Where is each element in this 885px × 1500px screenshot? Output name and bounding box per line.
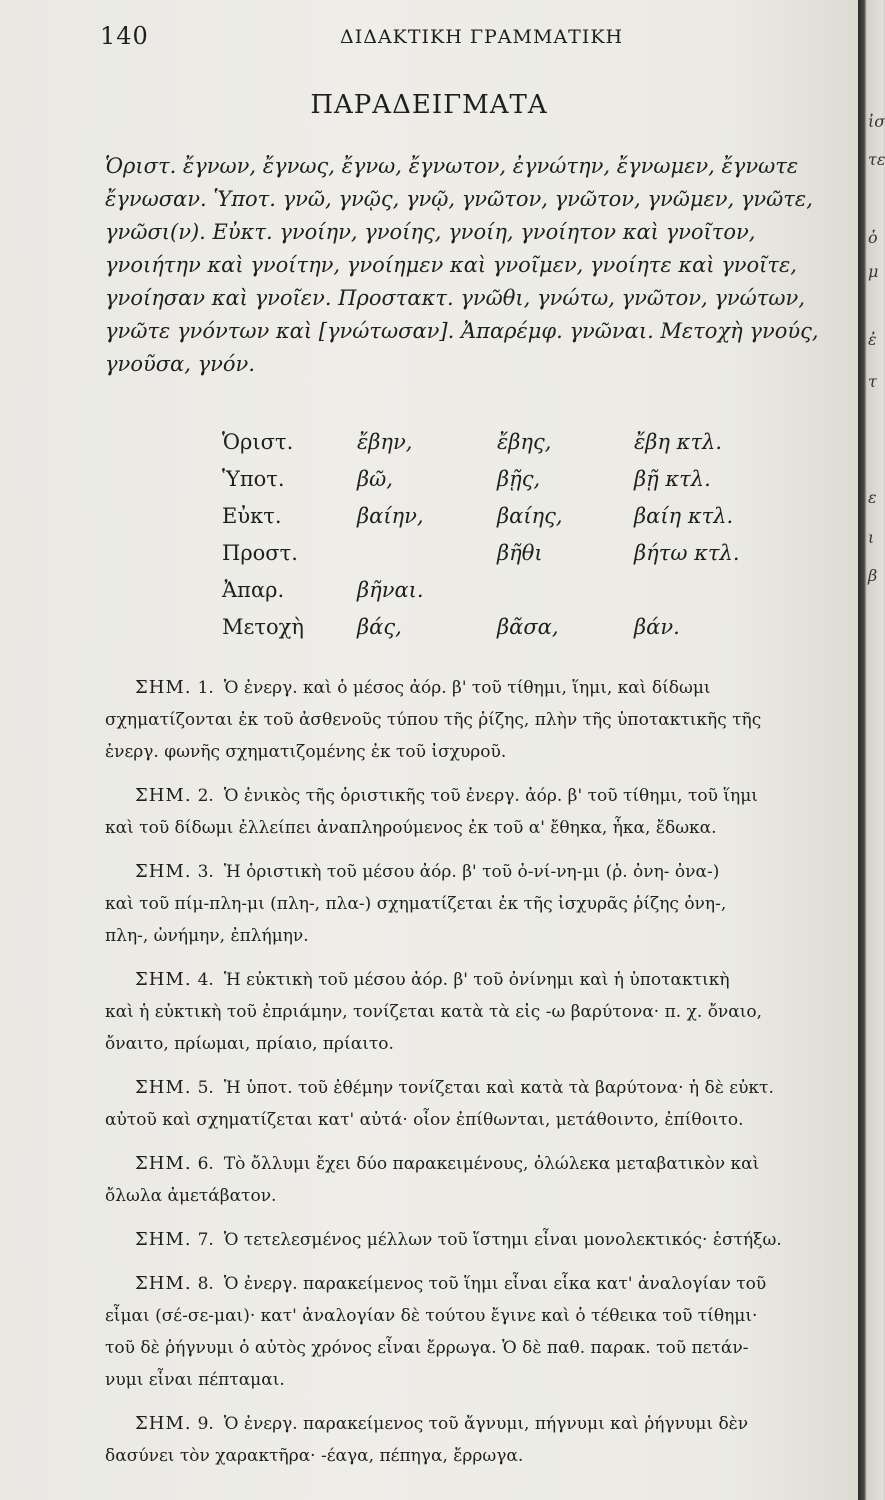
form-cell: βῶ, <box>357 467 393 491</box>
note-label: ΣΗΜ. <box>135 861 192 882</box>
note-label: ΣΗΜ. <box>135 1273 192 1294</box>
note-line: τοῦ δὲ ῥήγνυμι ὁ αὐτὸς χρόνος εἶναι ἔρρωγα. Ὁ δὲ παθ. παρακ. τοῦ πετάν- <box>105 1338 749 1358</box>
edge-letter: ὁ <box>868 228 878 247</box>
note-number: 8. <box>197 1274 214 1294</box>
mood-label: Εὐκτ. <box>222 504 282 528</box>
note-number: 5. <box>197 1078 214 1098</box>
note-label: ΣΗΜ. <box>135 785 192 806</box>
paragraph-line: γνοῦσα, γνόν. <box>105 352 255 376</box>
table-row <box>222 578 822 615</box>
note-number: 4. <box>197 970 214 990</box>
note-line: ὄλωλα ἀμετάβατον. <box>105 1186 277 1206</box>
form-cell: ἔβη κτλ. <box>634 430 723 454</box>
note-line: καὶ τοῦ πίμ-πλη-μι (πλη-, πλα-) σχηματίζεται ἐκ τῆς ἰσχυρᾶς ῥίζης ὀνη-, <box>105 894 727 914</box>
table-row <box>222 430 822 467</box>
edge-letter: τ <box>868 372 877 391</box>
form-cell: βαίης, <box>497 504 563 528</box>
paragraph-line: Ὁριστ. ἔγνων, ἔγνως, ἔγνω, ἔγνωτον, ἐγνώτην, ἔγνωμεν, ἔγνωτε <box>105 154 799 178</box>
note-line <box>105 964 875 996</box>
paragraph-line: γνῶτε γνόντων καὶ [γνώτωσαν]. Ἀπαρέμφ. γνῶναι. Μετοχὴ γνούς, <box>105 319 819 343</box>
form-cell: ἔβης, <box>497 430 552 454</box>
note-line <box>105 1268 875 1300</box>
note-5 <box>105 1072 875 1136</box>
form-cell: βαίην, <box>357 504 424 528</box>
form-cell: βαίη κτλ. <box>634 504 734 528</box>
note-3 <box>105 856 875 952</box>
note-label: ΣΗΜ. <box>135 1153 192 1174</box>
note-label: ΣΗΜ. <box>135 1077 192 1098</box>
edge-letter: ι <box>868 528 875 547</box>
note-number: 7. <box>197 1230 214 1250</box>
form-cell: βάν. <box>634 615 680 639</box>
mood-label: Μετοχὴ <box>222 615 304 639</box>
running-header <box>0 22 858 54</box>
table-row <box>222 467 822 504</box>
running-title: ΔΙΔΑΚΤΙΚΗ ΓΡΑΜΜΑΤΙΚΗ <box>340 26 624 48</box>
table-row <box>222 504 822 541</box>
note-number: 1. <box>197 678 214 698</box>
form-cell: βῆναι. <box>357 578 424 602</box>
form-cell: βάς, <box>357 615 402 639</box>
note-line: ὄναιτο, πρίωμαι, πρίαιο, πρίαιτο. <box>105 1034 394 1054</box>
note-label: ΣΗΜ. <box>135 677 192 698</box>
note-4 <box>105 964 875 1060</box>
edge-letter: ἰσ <box>868 112 885 131</box>
mood-label: Ὁριστ. <box>222 430 294 454</box>
mood-label: Ὑποτ. <box>222 467 285 491</box>
note-line <box>105 1224 875 1256</box>
note-line <box>105 1408 875 1440</box>
note-label: ΣΗΜ. <box>135 1229 192 1250</box>
note-text: Ὁ ἐνεργ. παρακείμενος τοῦ ἵημι εἶναι εἷκα κατ' ἀναλογίαν τοῦ <box>223 1274 767 1294</box>
note-6 <box>105 1148 875 1212</box>
note-line: αὐτοῦ καὶ σχηματίζεται κατ' αὐτά· οἷον ἐπίθωνται, μετάθοιντο, ἐπίθοιτο. <box>105 1110 744 1130</box>
note-text: Ἡ ὁριστικὴ τοῦ μέσου ἀόρ. β' τοῦ ὀ-νί-νη-μι (ῥ. ὀνη- ὀνα-) <box>223 862 720 882</box>
note-line <box>105 1072 875 1104</box>
note-7 <box>105 1224 875 1256</box>
form-cell: βῆθι <box>497 541 543 565</box>
edge-letter: τε <box>868 150 885 169</box>
page-number: 140 <box>100 22 149 50</box>
form-cell: βήτω κτλ. <box>634 541 740 565</box>
form-cell: βῇς, <box>497 467 541 491</box>
note-text: Τὸ ὄλλυμι ἔχει δύο παρακειμένους, ὀλώλεκα μεταβατικὸν καὶ <box>223 1154 760 1174</box>
mood-label: Προστ. <box>222 541 298 565</box>
note-line <box>105 856 875 888</box>
edge-letter: μ <box>868 262 879 281</box>
note-2 <box>105 780 875 844</box>
note-label: ΣΗΜ. <box>135 1413 192 1434</box>
paradigm-paragraph <box>105 150 865 381</box>
note-line: σχηματίζονται ἐκ τοῦ ἀσθενοῦς τύπου τῆς ῥίζης, πλὴν τῆς ὑποτακτικῆς τῆς <box>105 710 762 730</box>
note-number: 2. <box>197 786 214 806</box>
note-line <box>105 672 875 704</box>
note-line <box>105 780 875 812</box>
note-text: Ἡ εὐκτικὴ τοῦ μέσου ἀόρ. β' τοῦ ὀνίνημι καὶ ἡ ὑποτακτικὴ <box>223 970 730 990</box>
note-text: Ὁ ἐνεργ. καὶ ὁ μέσος ἀόρ. β' τοῦ τίθημι, ἵημι, καὶ δίδωμι <box>223 678 711 698</box>
paragraph-line: γνοίησαν καὶ γνοῖεν. Προστακτ. γνῶθι, γνώτω, γνῶτον, γνώτων, <box>105 286 805 310</box>
conjugation-table <box>222 430 822 652</box>
note-1 <box>105 672 875 768</box>
note-line: καὶ ἡ εὐκτικὴ τοῦ ἐπριάμην, τονίζεται κατὰ τὰ εἰς -ω βαρύτονα· π. χ. ὄναιο, <box>105 1002 763 1022</box>
note-number: 6. <box>197 1154 214 1174</box>
note-text: Ὁ τετελεσμένος μέλλων τοῦ ἵστημι εἶναι μονολεκτικός· ἑστήξω. <box>223 1230 782 1250</box>
note-line: δασύνει τὸν χαρακτῆρα· -έαγα, πέπηγα, ἔρρωγα. <box>105 1446 524 1466</box>
section-title: ΠΑΡΑΔΕΙΓΜΑΤΑ <box>310 90 548 120</box>
note-9 <box>105 1408 875 1472</box>
note-line: νυμι εἶναι πέπταμαι. <box>105 1370 285 1390</box>
note-line <box>105 1148 875 1180</box>
paragraph-line: ἔγνωσαν. Ὑποτ. γνῶ, γνῷς, γνῷ, γνῶτον, γνῶτον, γνῶμεν, γνῶτε, <box>105 187 813 211</box>
note-line: εἷμαι (σέ-σε-μαι)· κατ' ἀναλογίαν δὲ τούτου ἔγινε καὶ ὁ τέθεικα τοῦ τίθημι· <box>105 1306 758 1326</box>
note-line: καὶ τοῦ δίδωμι ἐλλείπει ἀναπληρούμενος ἐκ τοῦ α' ἔθηκα, ἧκα, ἔδωκα. <box>105 818 717 838</box>
paragraph-line: γνῶσι(ν). Εὐκτ. γνοίην, γνοίης, γνοίη, γνοίητον καὶ γνοῖτον, <box>105 220 756 244</box>
form-cell: βᾶσα, <box>497 615 559 639</box>
form-cell: ἔβην, <box>357 430 413 454</box>
paragraph-line: γνοιήτην καὶ γνοίτην, γνοίημεν καὶ γνοῖμεν, γνοίητε καὶ γνοῖτε, <box>105 253 797 277</box>
facing-page-edge <box>858 0 883 1500</box>
note-number: 9. <box>197 1414 214 1434</box>
note-label: ΣΗΜ. <box>135 969 192 990</box>
table-row <box>222 615 822 652</box>
note-text: Ὁ ἑνικὸς τῆς ὁριστικῆς τοῦ ἐνεργ. ἀόρ. β' τοῦ τίθημι, τοῦ ἵημι <box>223 786 758 806</box>
note-line: ἐνεργ. φωνῆς σχηματιζομένης ἐκ τοῦ ἰσχυροῦ. <box>105 742 507 762</box>
mood-label: Ἀπαρ. <box>222 578 285 602</box>
note-8 <box>105 1268 875 1396</box>
note-text: Ἡ ὑποτ. τοῦ ἐθέμην τονίζεται καὶ κατὰ τὰ βαρύτονα· ἡ δὲ εὐκτ. <box>223 1078 774 1098</box>
note-line: πλη-, ὠνήμην, ἐπλήμην. <box>105 926 309 946</box>
note-number: 3. <box>197 862 214 882</box>
edge-letter: β <box>868 566 878 585</box>
edge-letter: ἐ <box>868 330 877 349</box>
form-cell: βῇ κτλ. <box>634 467 711 491</box>
edge-letter: ε <box>868 488 877 507</box>
table-row <box>222 541 822 578</box>
note-text: Ὁ ἐνεργ. παρακείμενος τοῦ ἄγνυμι, πήγνυμι καὶ ῥήγνυμι δὲν <box>223 1414 749 1434</box>
notes-section <box>105 672 875 1484</box>
